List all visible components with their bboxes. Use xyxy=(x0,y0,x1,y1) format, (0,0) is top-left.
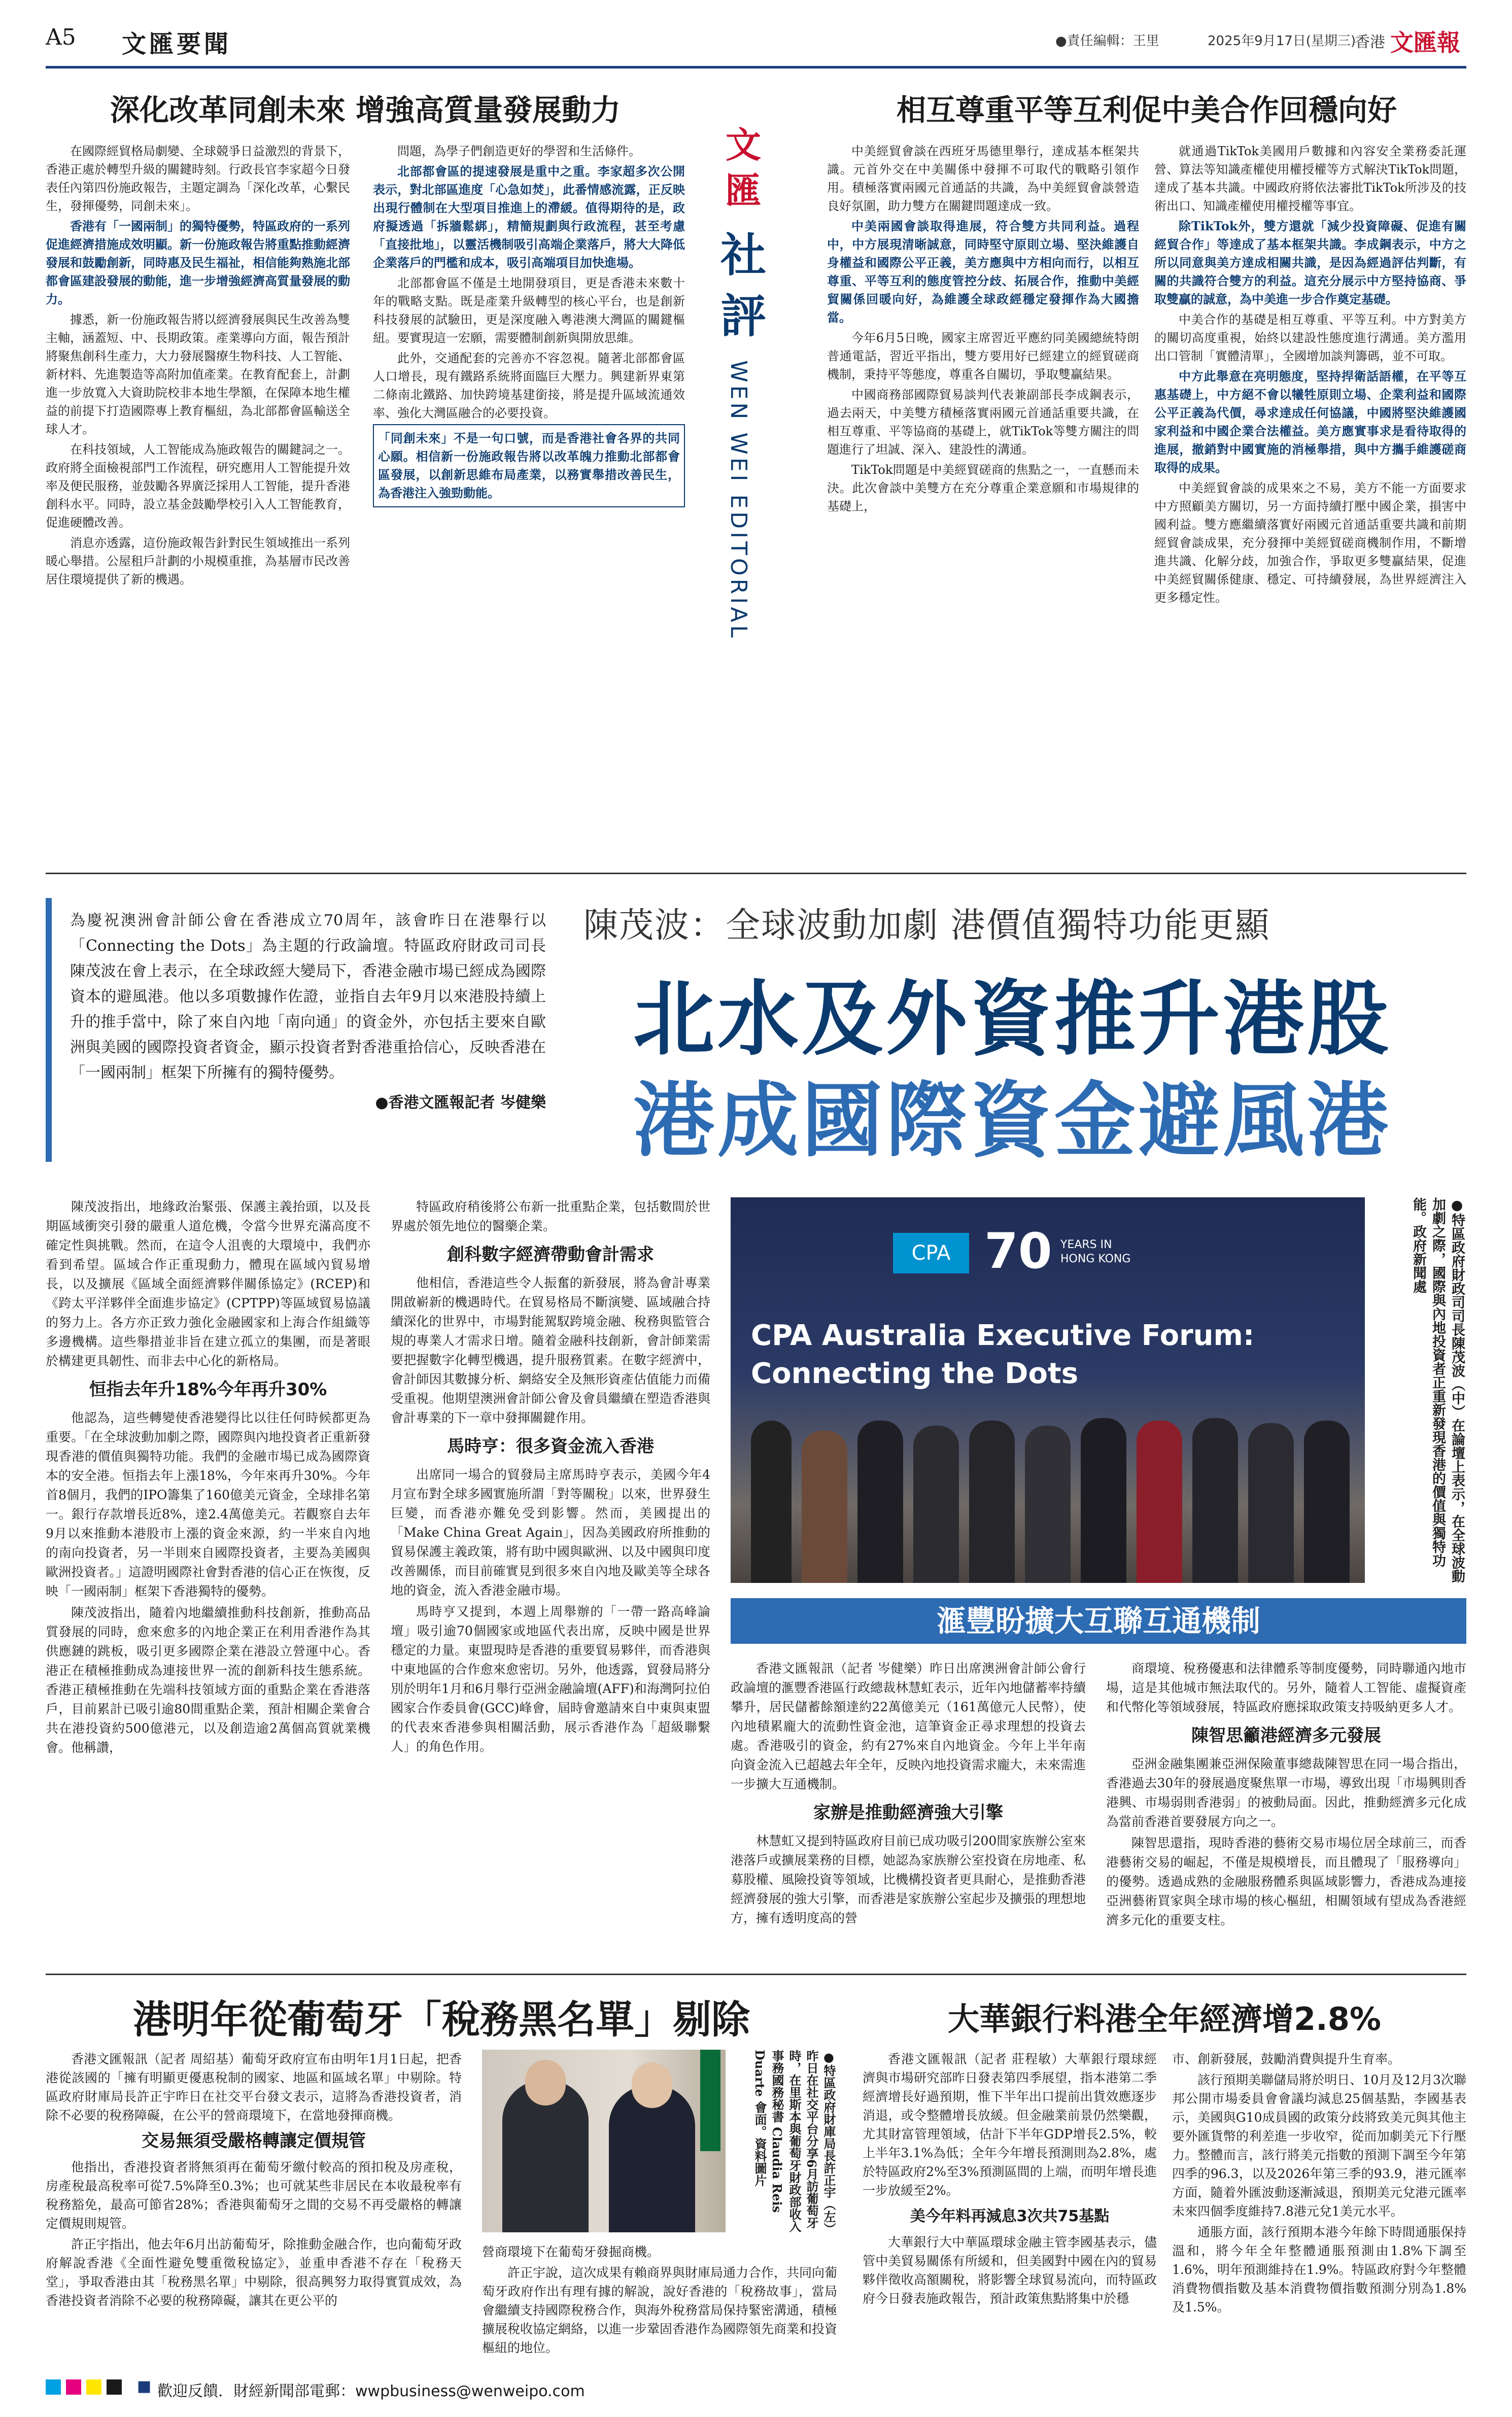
para: 陳茂波指出，隨着內地繼續推動科技創新，推動高品質發展的同時，愈來愈多的內地企業正在利用香港作為其供應鏈的跳板，吸引更多國際企業在港設立營運中心。香港正在積極推動成為連接世界一流的創新科技生態系統。香港正積極推動在先端科技領域方面的重點企業在香港落戶，目前累計已吸引逾80間重點企業，預計相關企業會合共在港投資約500億港元，以及創造逾2萬個高質就業機會。他稱讚， xyxy=(46,1605,370,1755)
portugal-subhead-1: 交易無須受嚴格轉讓定價規管 xyxy=(142,2131,366,2151)
bank-col2 xyxy=(1172,2050,1466,2359)
page-footer xyxy=(46,2374,1466,2405)
para: TikTok問題是中美經貿磋商的焦點之一，一直懸而未決。此次會談中美雙方在充分尊重企業意願和市場規律的基礎上， xyxy=(827,463,1139,513)
editorial-label xyxy=(710,117,797,776)
section-divider xyxy=(46,873,1466,874)
hsbc-subhead-2: 陳智思籲港經濟多元發展 xyxy=(1191,1725,1381,1746)
photo-banner-years: 70 xyxy=(984,1223,1052,1280)
main-intro-box xyxy=(46,898,558,1162)
editorial-left-col1 xyxy=(46,142,350,852)
para: 營商環境下在葡萄牙發掘商機。 xyxy=(482,2245,660,2259)
para: 該行預期美聯儲局將於明日、10月及12月3次聯邦公開市場委員會會議均減息25個基點，李國基表示，美國與G10成員國的政策分歧將致美元與其他主要外匯貨幣的利差進一步收窄，從而加劇美元下行壓力。整體而言，該行將美元指數的預測下調至今年第四季的96.3，以及2026年第三季的93.9，港元匯率方面，隨着外匯波動逐漸減退，預期美元兌港元匯率未來四個季度維持7.8港元兌1美元水平。 xyxy=(1172,2073,1466,2219)
para: 中國商務部國際貿易談判代表兼副部長李成鋼表示，過去兩天，中美雙方積極落實兩國元首通話重要共識，在相互尊重、平等協商的基礎上，就TikTok等雙方關注的問題進行了坦誠、深入、建設性的溝通。 xyxy=(827,388,1139,457)
editorial-right-title: 相互尊重平等互利促中美合作回穩向好 xyxy=(896,93,1397,127)
label-char: 匯 xyxy=(726,169,761,212)
editorial-right-col2 xyxy=(1154,142,1466,852)
para: 市、創新發展，鼓勵消費與提升生育率。 xyxy=(1172,2052,1401,2066)
hsbc-headline: 滙豐盼擴大互聯互通機制 xyxy=(731,1598,1466,1644)
main-subhead-1: 恒指去年升18%今年再升30% xyxy=(89,1379,327,1400)
issue-date: 2025年9月17日(星期三) xyxy=(1208,33,1356,49)
photo-screen-line2: Connecting the Dots xyxy=(751,1357,1079,1390)
para: 香港文匯報訊（記者 莊程敏）大華銀行環球經濟與市場研究部昨日發表第四季展望，指本港第二季經濟增長好過預期，惟下半年出口提前出貨效應逐步消退，或令整體增長放緩。但金融業前景仍然樂觀，尤其財富管理領域，估計下半年GDP增長2.5%，較上半年3.1%為低；全年今年增長預測則為2.8%，處於特區政府2%至3%預測區間的上端，而明年增長進一步放緩至2%。 xyxy=(863,2052,1157,2198)
para: 特區政府稍後將公布新一批重點企業，包括數間於世界處於領先地位的醫藥企業。 xyxy=(391,1199,710,1233)
forum-photo-caption: ●特區政府財政司司長陳茂波（中）在論壇上表示，在全球波動加劇之際，國際與內地投資者正重新發現香港的價值與獨特功能。政府新聞處 xyxy=(1411,1197,1465,1583)
para: 北部都會區的提速發展是重中之重。李家超多次公開表示，對北部區進度「心急如焚」，此番情感流露，正反映出現行體制在大型項目推進上的滯緩。值得期待的是，政府擬透過「拆牆鬆綁」，精簡規劃與行政流程，甚至考慮「直接批地」，以靈活機制吸引高端企業落戶，將大大降低企業落戶的門檻和成本，吸引高端項目加快進場。 xyxy=(373,164,685,270)
editorial-right-col1 xyxy=(827,142,1139,852)
portugal-headline: 港明年從葡萄牙「稅務黑名單」剔除 xyxy=(133,1997,750,2042)
para: 今年6月5日晚，國家主席習近平應約同美國總統特朗普通電話，習近平指出，雙方要用好已經建立的經貿磋商機制，秉持平等態度，尊重各自關切，爭取雙贏結果。 xyxy=(827,331,1139,382)
brand-logo: 文匯報 xyxy=(1390,29,1460,56)
para: 就通過TikTok美國用戶數據和內容安全業務委託運營、算法等知識產權使用權授權等方式解決TikTok問題，達成了基本共識。中國政府將依法審批TikTok所涉及的技術出口、知識產權使用權授權等事宜。 xyxy=(1154,144,1466,213)
para: 中美經貿會談的成果來之不易，美方不能一方面要求中方照顧美方關切，另一方面持續打壓中國企業，損害中國利益。雙方應繼續落實好兩國元首通話重要共識和前期經貿會談成果，充分發揮中美經貿磋商機制作用，不斷增進共識、化解分歧，加強合作，爭取更多雙贏結果，促進中美經貿關係健康、穩定、可持續發展，為世界經濟注入更多穩定性。 xyxy=(1154,481,1466,605)
photo-banner-years-label: YEARS IN HONG KONG xyxy=(1060,1238,1131,1265)
para: 大華銀行大中華區環球金融主管李國基表示，儘管中美貿易關係有所緩和，但美國對中國在內的貿易夥伴徵收高額關稅，將影響全球貿易流向，而特區政府今日發表施政報告，預計政策焦點將集中於穩 xyxy=(863,2235,1157,2306)
editorial-left xyxy=(46,81,685,852)
photo-banner-brand: CPA xyxy=(893,1233,969,1273)
para: 在國際經貿格局劇變、全球競爭日益激烈的背景下，香港正處於轉型升級的關鍵時刻。行政長官李家超今日發表任內第四份施政報告，主題定調為「深化改革，心繫民生，發揮優勢，同創未來」。 xyxy=(46,144,350,213)
para: 中美合作的基礎是相互尊重、平等互利。中方對美方的關切高度重視，始終以建設性態度進行溝通。美方濫用出口管制「實體清單」，全國增加談判籌碼，並不可取。 xyxy=(1154,313,1466,363)
header-rule xyxy=(46,66,1466,68)
para: 許正宇說，這次成果有賴商界與財庫局通力合作，共同向葡萄牙政府作出有理有據的解說，說好香港的「稅務故事」，當局會繼續支持國際稅務合作，與海外稅務當局保持緊密溝通，積極擴展稅收協定網絡，以進一步鞏固香港作為國際領先商業和投資樞紐的地位。 xyxy=(482,2265,837,2355)
portugal-photo-caption: ●特區政府財庫局長許正宇（左）昨日在社交平台分享6月訪葡萄牙時，在里斯本與葡萄牙財政部收入事務國務秘書 Claudia Reis Duarte 會面。資料圖片 xyxy=(752,2050,836,2232)
photo-people xyxy=(731,1390,1365,1583)
section-divider xyxy=(46,1974,1466,1975)
main-headline-2: 港成國際資金避風港 xyxy=(633,1073,1391,1168)
footer-text: 歡迎反饋．財經新聞部電郵：wwpbusiness@wenweipo.com xyxy=(157,2383,585,2400)
footer-marker: ■ xyxy=(137,2377,152,2395)
photo-screen-line1: CPA Australia Executive Forum: xyxy=(751,1319,1255,1352)
editorial-right xyxy=(827,81,1466,852)
label-en: WEN WEI EDITORIAL xyxy=(726,360,751,641)
hsbc-subhead-1: 家辦是推動經濟強大引擎 xyxy=(813,1803,1003,1823)
para: 他相信，香港這些令人振奮的新發展，將為會計專業開啟嶄新的機遇時代。在貿易格局不斷演變、區域融合持續深化的世界中，市場對能駕馭跨境金融、稅務與監管合規的專業人才需求日增。隨着金融科技創新，會計師業需要把握數字化轉型機遇，提升服務質素。在數字經濟中，會計師因其數據分析、網絡安全及無形資產估值能力而備受重視。他期望澳洲會計師公會及會員繼續在塑造香港與會計專業的下一章中發揮關鍵作用。 xyxy=(391,1275,710,1425)
editorial-left-col2 xyxy=(373,142,685,852)
para: 中方此舉意在亮明態度，堅持捍衛話語權，在平等互惠基礎上，中方絕不會以犧牲原則立場、企業利益和國際公平正義為代價，尋求達成任何協議，中國將堅決維護國家利益和中國企業合法權益。美方應實事求是看待取得的進展，撤銷對中國實施的消極舉措，與中方攜手維護磋商取得的成果。 xyxy=(1154,369,1466,475)
main-col1 xyxy=(46,1197,370,1958)
para: 陳茂波指出，地緣政治緊張、保護主義抬頭，以及長期區域衝突引發的嚴重人道危機，令當今世界充滿高度不確定性與挑戰。然而，在這令人沮喪的大環境中，我們亦看到希望。區域合作正重現動力，體現在區域內貿易增長，以及擴展《區域全面經濟夥伴關係協定》(RCEP)和《跨太平洋夥伴全面進步協定》(CPTPP)等區域貿易協議的努力上。各方亦正致力強化金融國家和上海合作組織等多邊機構。這些舉措並非旨在建立孤立的集團，而是著眼於構建更具韌性、而非去中心化的新格局。 xyxy=(46,1199,370,1368)
portugal-col1 xyxy=(46,2050,462,2359)
brand-prefix: 香港 xyxy=(1355,33,1385,51)
para: 消息亦透露，這份施政報告針對民生領域推出一系列暖心舉措。公屋租戶計劃的小規模重推，為基層市民改善居住環境提供了新的機遇。 xyxy=(46,536,350,586)
editor-credit: ●責任編輯：王里 xyxy=(1055,33,1159,49)
editorial-left-title: 深化改革同創未來 增強高質量發展動力 xyxy=(110,93,621,127)
label-char: 社 xyxy=(720,228,766,282)
photo-banner xyxy=(893,1213,1197,1304)
para: 商環境、稅務優惠和法律體系等制度優勢，同時聯通內地市場，這是其他城市無法取代的。另外，隨着人工智能、虛擬資產和代幣化等領域發展，特區政府應採取政策支持吸納更多人才。 xyxy=(1106,1661,1466,1714)
page-code: A5 xyxy=(46,24,76,50)
hsbc-col2 xyxy=(1106,1659,1466,1963)
para: 林慧虹又提到特區政府目前已成功吸引200間家族辦公室來港落戶或擴展業務的目標，她認為家族辦公室投資在房地產、私募股權、風險投資等領域，比機構投資者更具耐心，是推動香港經濟發展的強大引擎，而香港是家族辦公室起步及擴張的理想地方，擁有透明度高的營 xyxy=(731,1834,1086,1925)
para: 他認為，這些轉變使香港變得比以往任何時候都更為重要。「在全球波動加劇之際，國際與內地投資者正重新發現香港的價值與獨特功能。我們的金融市場已成為國際資本的安全港。恒指去年上漲18%，今年來再升30%。今年首8個月，我們的IPO籌集了160億美元資金，全球排名第一。銀行存款增長近8%，達2.4萬億美元。若觀察自去年9月以來推動本港股市上漲的資金來源，約一半來自內地的南向投資者，另一半則來自國際投資者，主要為美國與歐洲投資者。」這證明國際社會對香港的信心正在恢復，反映「一國兩制」框架下香港獨特的優勢。 xyxy=(46,1410,370,1599)
bank-col1 xyxy=(863,2050,1157,2359)
hsbc-col1 xyxy=(731,1659,1086,1963)
para: 他指出，香港投資者將無須再在葡萄牙繳付較高的預扣稅及房產稅，房產稅最高稅率可從7.5%降至0.3%；也可就某些非居民在本收最稅率有稅務豁免，最高可節省28%；香港與葡萄牙之間的交易不再受嚴格的轉讓定價規則規管。 xyxy=(46,2160,462,2231)
para: 香港文匯報訊（記者 岑健樂）昨日出席澳洲會計師公會行政論壇的滙豐香港區行政總裁林慧虹表示，近年內地儲蓄率持續攀升，居民儲蓄餘額達約22萬億美元（161萬億元人民幣），使內地積累龐大的流動性資金池，這筆資金正尋求理想的投資去處。香港吸引的資金，約有27%來自內地資金。今年上半年南向資金流入已超越去年全年，反映內地投資需求龐大，未來需進一步擴大互通機制。 xyxy=(731,1661,1086,1791)
para: 問題，為學子們創造更好的學習和生活條件。 xyxy=(397,144,641,158)
para: 在科技領域，人工智能成為施政報告的關鍵詞之一。政府將全面檢視部門工作流程，研究應用人工智能提升效率及便民服務，並鼓勵各界廣泛採用人工智能，提升香港創科水平。同時，設立基金鼓勵學校引入人工智能教育，促進硬體改善。 xyxy=(46,442,350,530)
main-kicker: 陳茂波：全球波動加劇 港價值獨特功能更顯 xyxy=(583,906,1270,946)
main-headline-1: 北水及外資推升港股 xyxy=(633,971,1391,1066)
para: 馬時亨又提到，本週上周舉辦的「一帶一路高峰論壇」吸引逾70個國家或地區代表出席，反映中國是世界穩定的力量。東盟現時是香港的重要貿易夥伴，而香港與中東地區的合作愈來愈密切。另外，他透露，貿發局將分別於明年1月和6月舉行亞洲金融論壇(AFF)和海灣阿拉伯國家合作委員會(GCC)峰會，屆時會邀請來自中東與東盟的代表來香港參與相關活動，展示香港作為「超級聯繫人」的角色作用。 xyxy=(391,1604,710,1754)
para: 除TikTok外，雙方還就「減少投資障礙、促進有關經貿合作」等達成了基本框架共識。李成鋼表示，中方之所以同意與美方達成相關共識，是因為經過評估判斷，有關的共識符合雙方的利益。這充分展示中方堅持協商、爭取雙贏的誠意，為中美進一步合作奠定基礎。 xyxy=(1154,219,1466,306)
para: 通脹方面，該行預期本港今年餘下時間通脹保持溫和，將今年全年整體通脹預測由1.8%下調至1.6%，明年預測維持在1.9%。特區政府對今年整體消費物價指數及基本消費物價指數預測分別為1.8%及1.5%。 xyxy=(1172,2225,1466,2315)
para: 中美兩國會談取得進展，符合雙方共同利益。過程中，中方展現清晰誠意，同時堅守原則立場、堅決維護自身權益和國際公平正義，美方應與中方相向而行，以相互尊重、平等互利的態度管控分歧、拓展合作，推動中美經貿關係回暖向好，為維護全球政經穩定發揮作為大國擔當。 xyxy=(827,219,1139,325)
main-col2 xyxy=(391,1197,710,1958)
para: 香港有「一國兩制」的獨特優勢，特區政府的一系列促進經濟措施成效明顯。新一份施政報告將重點推動經濟發展和鼓勵創新，同時惠及民生福祉，相信能夠熟施北部都會區建設發展的動能，進一步增強經濟高質量發展的動力。 xyxy=(46,219,350,306)
bank-subhead-1: 美今年料再減息3次共75基點 xyxy=(910,2207,1110,2225)
main-byline: ●香港文匯報記者 岑健樂 xyxy=(375,1094,546,1112)
portugal-photo xyxy=(482,2050,726,2232)
para: 亞洲金融集團兼亞洲保險董事總裁陳智思在同一場合指出，香港過去30年的發展過度聚焦單一市場，導致出現「市場興則香港興、市場弱則香港弱」的被動局面。因此，推動經濟多元化成為當前香港首要發展方向之一。 xyxy=(1106,1756,1466,1829)
label-char: 評 xyxy=(720,289,766,343)
forum-photo xyxy=(731,1197,1365,1583)
main-subhead-3: 馬時亨：很多資金流入香港 xyxy=(447,1436,654,1457)
main-intro: 為慶祝澳洲會計師公會在香港成立70周年，該會昨日在港舉行以「Connecting the Dots」為主題的行政論壇。特區政府財政司司長陳茂波在會上表示，在全球政經大變局下，香港金融市場已經成為國際資本的避風港。他以多項數據作佐證，並指自去年9月以來港股持續上升的推手當中，除了來自內地「南向通」的資金外，亦包括主要來自歐洲與美國的國際投資者資金，顯示投資者對香港重拾信心，反映香港在「一國兩制」框架下所擁有的獨特優勢。 xyxy=(70,912,546,1082)
para: 香港文匯報訊（記者 周紹基）葡萄牙政府宣布由明年1月1日起，把香港從該國的「擁有明顯更優惠稅制的國家、地區和區域名單」中剔除。特區政府財庫局長許正宇昨日在社交平台發文表示，這將為香港投資者，消除不必要的稅務障礙，在公平的營商環境下，在當地發揮商機。 xyxy=(46,2052,462,2123)
para: 此外，交通配套的完善亦不容忽視。隨著北部都會區人口增長，現有鐵路系統將面臨巨大壓力。興建新界東第二條南北鐵路、加快跨境基建銜接，將是提升區域流通效率、強化大灣區融合的必要投資。 xyxy=(373,351,685,420)
bank-headline: 大華銀行料港全年經濟增2.8% xyxy=(948,2000,1381,2038)
para: 許正宇指出，他去年6月出訪葡萄牙，除推動金融合作，也向葡萄牙政府解說香港《全面性避免雙重徵稅協定》，並重申香港不存在「稅務天堂」，爭取香港由其「稅務黑名單」中剔除，很高興努力取得實質成效，為香港投資者消除不必要的稅務障礙，讓其在更公平的 xyxy=(46,2237,462,2308)
para: 據悉，新一份施政報告將以經濟發展與民生改善為雙主軸，涵蓋短、中、長期政策。產業導向方面，報告預計將聚焦創科生產力，大力發展醫療生物科技、人工智能、新材料、先進製造等高附加值產業。在教育配套上，計劃進一步放寬入大資助院校非本地生學額，在保障本地生權益的前提下打造國際專上教育樞紐，為北部都會區輸送全球人才。 xyxy=(46,313,350,436)
label-char: 文 xyxy=(726,124,761,166)
para: 中美經貿會談在西班牙馬德里舉行，達成基本框架共識。元首外交在中美關係中發揮不可取代的戰略引領作用。積極落實兩國元首通話的共識，為中美經貿會談營造良好氛圍，助力雙方在關鍵問題達成一致。 xyxy=(827,144,1139,213)
para: 陳智思還指，現時香港的藝術交易市場位居全球前三，而香港藝術交易的崛起，不僅是規模增長，而且體現了「服務導向」的優勢。透過成熟的金融服務體系與區域影響力，香港成為連接亞洲藝術買家與全球市場的核心樞紐，相關領域有望成為香港經濟多元化的重要支柱。 xyxy=(1106,1836,1466,1927)
para: 「同創未來」不是一句口號，而是香港社會各界的共同心願。相信新一份施政報告將以改革魄力推動北部都會區發展，以創新思維布局產業，以務實舉措改善民生，為香港注入強勁動能。 xyxy=(373,424,685,507)
para: 出席同一場合的貿發局主席馬時亨表示，美國今年4月宣布對全球多國實施所謂「對等關稅」以來，世界發生巨變，而香港亦難免受到影響。然而，美國提出的「Make China Great Again」，因為美國政府所推動的貿易保護主義政策，將有助中國與歐洲、以及中國與印度改善關係，而目前確實見到很多來自內地及歐美等全球各地的資金，流入香港金融市場。 xyxy=(391,1467,710,1598)
portugal-col2 xyxy=(482,2242,837,2359)
section-name: 文匯要聞 xyxy=(122,30,232,58)
page-header xyxy=(46,24,1466,60)
para: 北部都會區不僅是土地開發項目，更是香港未來數十年的戰略支點。既是產業升級轉型的核心平台，也是創新科技發展的試驗田，更是深度融入粵港澳大灣區的關鍵樞紐。要實現這一宏願，需要體制創新與開放思維。 xyxy=(373,276,685,345)
main-subhead-2: 創科數字經濟帶動會計需求 xyxy=(447,1245,654,1265)
